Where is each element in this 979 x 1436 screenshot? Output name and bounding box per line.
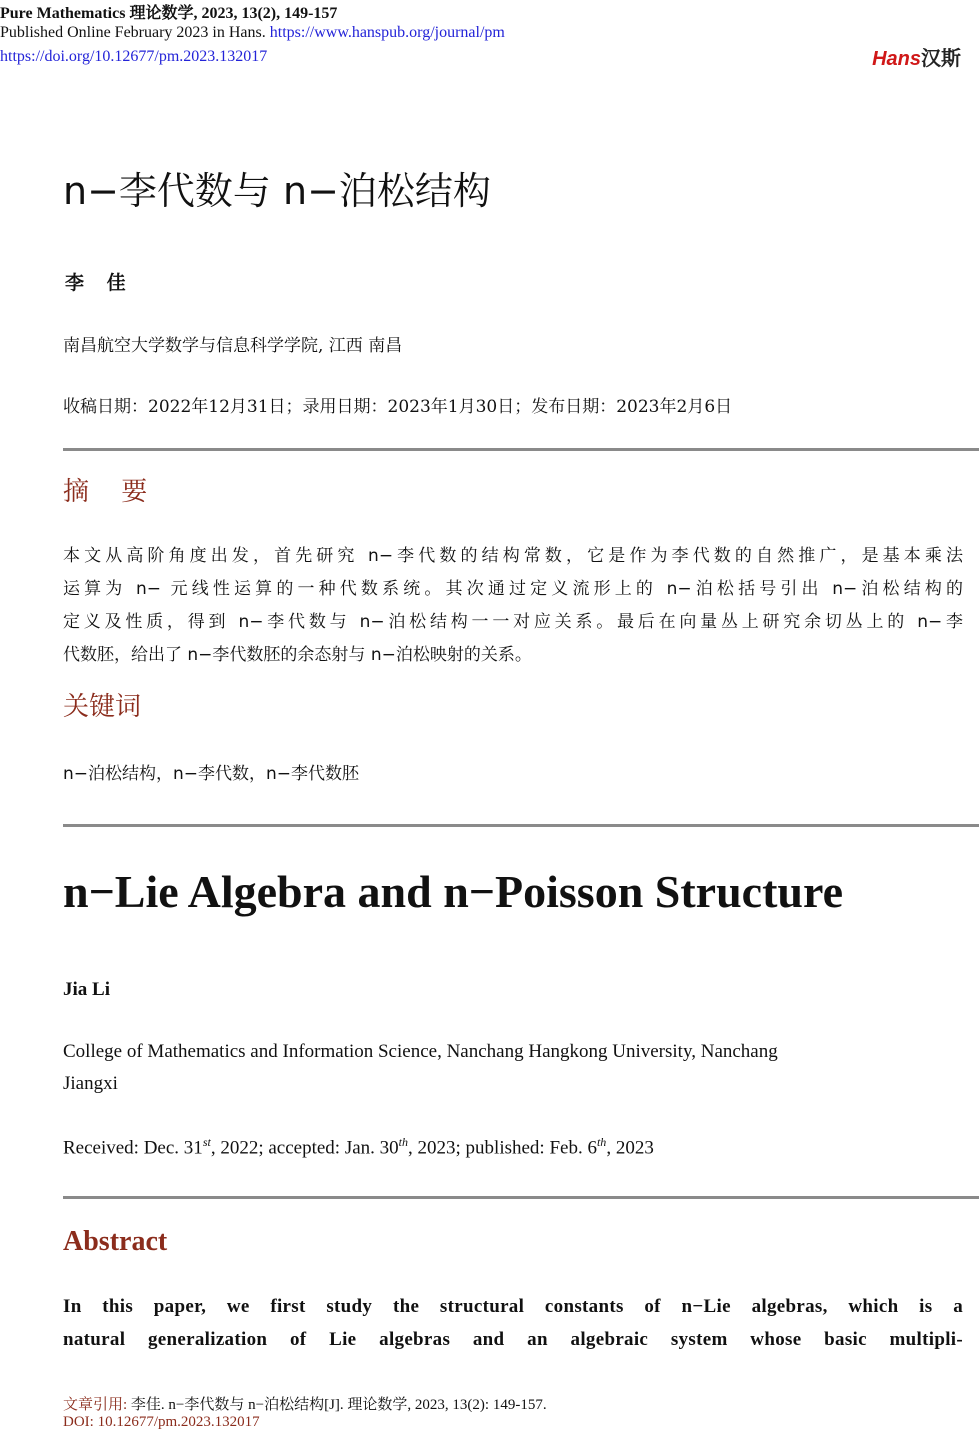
divider <box>63 1196 979 1199</box>
published-text: Published Online February 2023 in Hans. <box>0 24 266 41</box>
date-text: , 2022; accepted: Jan. 30 <box>210 1137 399 1159</box>
citation <box>63 1393 547 1414</box>
keywords: n−泊松结构，n−李代数，n−李代数胚 <box>63 764 360 784</box>
chinese-title: n−李代数与 n−泊松结构 <box>63 169 491 213</box>
date-text: Received: Dec. 31 <box>63 1137 203 1159</box>
date-text: , 2023 <box>606 1137 654 1159</box>
chinese-author: 李 佳 <box>65 272 134 294</box>
abstract-line: 运算为 n− 元线性运算的一种代数系统。其次通过定义流形上的 n−泊松括号引出 n−泊松结构的 <box>63 579 963 599</box>
english-author: Jia Li <box>63 979 110 1000</box>
citation-text: 李佳. n−李代数与 n−泊松结构[J]. 理论数学, 2023, 13(2): 149-157. <box>130 1397 547 1413</box>
english-abstract-heading: Abstract <box>63 1226 168 1257</box>
abstract-line: 定义及性质，得到 n−李代数与 n−泊松结构一一对应关系。最后在向量丛上研究余切丛上的 n−李 <box>63 612 963 632</box>
published-line <box>0 24 505 42</box>
logo-cn: 汉斯 <box>921 48 961 70</box>
english-affiliation: College of Mathematics and Information Science, Nanchang Hangkong University, Nanchang <box>63 1041 778 1062</box>
chinese-abstract-heading: 摘 要 <box>63 477 160 507</box>
citation-label: 文章引用: <box>63 1397 128 1413</box>
english-dates <box>63 1135 654 1159</box>
doi-value[interactable]: 10.12677/pm.2023.132017 <box>97 1414 260 1430</box>
footer-doi <box>63 1414 260 1431</box>
abstract-line: 代数胚，给出了 n−李代数胚的余态射与 n−泊松映射的关系。 <box>63 645 532 665</box>
english-affiliation-cont: Jiangxi <box>63 1073 118 1094</box>
keywords-heading: 关键词 <box>63 692 142 722</box>
journal-link[interactable]: https://www.hanspub.org/journal/pm <box>269 24 505 41</box>
chinese-dates: 收稿日期：2022年12月31日；录用日期：2023年1月30日；发布日期：2023年2月6日 <box>63 397 733 417</box>
doi-label: DOI: <box>63 1414 94 1430</box>
abstract-line: 本文从高阶角度出发，首先研究 n−李代数的结构常数，它是作为李代数的自然推广，是基本乘法 <box>63 546 963 566</box>
doi-link[interactable]: https://doi.org/10.12677/pm.2023.132017 <box>0 48 268 65</box>
journal-line: Pure Mathematics 理论数学, 2023, 13(2), 149-157 <box>0 5 338 22</box>
date-sup: th <box>398 1135 409 1149</box>
abstract-line: In this paper, we first study the structural constants of n−Lie algebras, which is a <box>63 1296 963 1317</box>
date-sup: th <box>596 1135 607 1149</box>
logo-latin: Hans <box>872 48 921 70</box>
date-sup: st <box>202 1135 211 1149</box>
english-title: n−Lie Algebra and n−Poisson Structure <box>63 866 844 917</box>
abstract-line: natural generalization of Lie algebras and an algebraic system whose basic multipli- <box>63 1329 963 1350</box>
chinese-affiliation: 南昌航空大学数学与信息科学学院, 江西 南昌 <box>63 336 403 356</box>
date-text: , 2023; published: Feb. 6 <box>408 1137 597 1159</box>
divider <box>63 448 979 451</box>
hans-logo <box>872 42 961 71</box>
divider <box>63 824 979 827</box>
